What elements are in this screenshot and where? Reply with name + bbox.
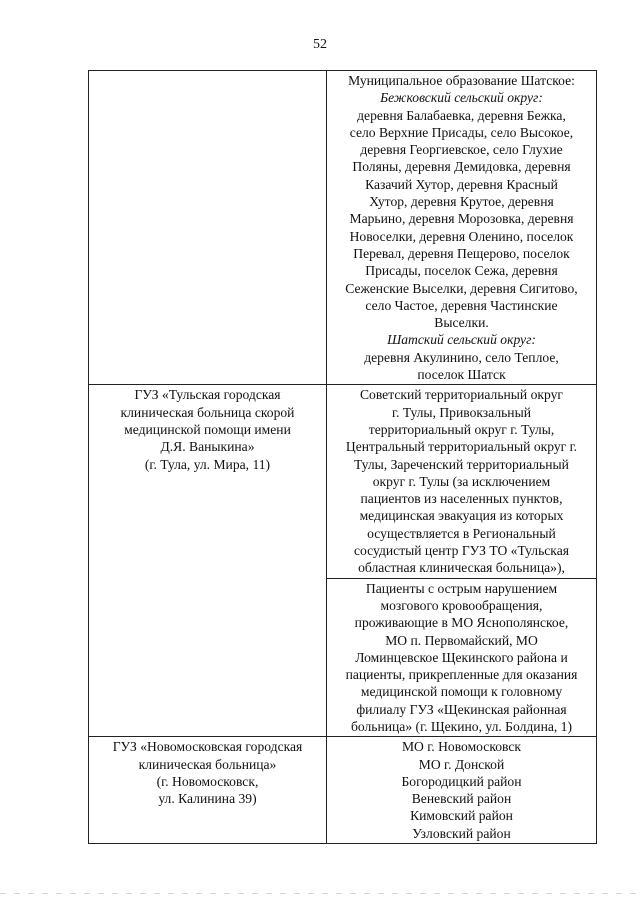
page-number: 52 xyxy=(313,37,327,52)
text-line: ГУЗ «Новомосковская городская xyxy=(112,739,303,755)
text-line: пациентов из населенных пунктов, xyxy=(360,491,563,507)
text-line: Марьино, деревня Морозовка, деревня xyxy=(349,211,574,227)
text-line: деревня Георгиевское, село Глухие xyxy=(360,142,563,158)
text-line: Сеженские Выселки, деревня Сигитово, xyxy=(345,280,578,296)
text-line: Хутор, деревня Крутое, деревня xyxy=(369,194,554,210)
text-line: МО п. Первомайский, МО xyxy=(385,632,538,648)
institution-cell xyxy=(89,385,327,737)
text-line: Богородицкий район xyxy=(401,773,522,789)
text-line: территориальный округ г. Тулы, xyxy=(368,421,555,437)
text-line: Советский территориальный округ xyxy=(359,387,563,403)
scan-artifact-line xyxy=(0,893,640,894)
text-line: Новоселки, деревня Оленино, поселок xyxy=(349,228,574,244)
text-line: медицинской помощи к головному xyxy=(360,684,563,700)
text-line: МО г. Новомосковск xyxy=(401,739,522,755)
text-line: Перевал, деревня Пещерово, поселок xyxy=(353,245,570,261)
text-line: г. Тулы, Привокзальный xyxy=(391,404,531,420)
text-line: Д.Я. Ваныкина» xyxy=(160,439,255,455)
table-row xyxy=(89,71,597,385)
text-line: Казачий Хутор, деревня Красный xyxy=(365,176,558,192)
text-line: МО г. Донской xyxy=(418,756,505,772)
text-line: село Частое, деревня Частинские xyxy=(365,297,558,313)
text-line: областная клиническая больница»), xyxy=(358,560,565,576)
territory-cell xyxy=(327,71,597,385)
text-line: медицинская эвакуация из которых xyxy=(359,508,564,524)
text-line: Тулы, Зареченский территориальный xyxy=(354,456,569,472)
institution-cell-empty xyxy=(89,71,327,385)
text-line: село Верхние Присады, село Высокое, xyxy=(349,124,574,140)
text-line: осуществляется в Региональный xyxy=(367,525,556,541)
text-line: деревня Балабаевка, деревня Бежка, xyxy=(357,107,566,123)
text-line: Ломинцевское Щекинского района и xyxy=(355,649,568,665)
text-line: ГУЗ «Тульская городская xyxy=(134,387,281,403)
text-line: больница» (г. Щекино, ул. Болдина, 1) xyxy=(350,718,573,734)
text-line: клиническая больница» xyxy=(138,756,277,772)
text-line: Муниципальное образование Шатское: xyxy=(348,73,575,88)
text-line: Пациенты с острым нарушением xyxy=(365,580,558,596)
text-line: проживающие в МО Яснополянское, xyxy=(354,615,569,631)
institution-cell xyxy=(89,737,327,844)
text-line: округ г. Тулы (за исключением xyxy=(372,473,551,489)
text-line: Поляны, деревня Демидовка, деревня xyxy=(352,159,571,175)
text-line: Бежковский сельский округ: xyxy=(380,90,543,106)
text-line: деревня Акулинино, село Теплое, xyxy=(364,349,559,365)
document-table xyxy=(88,70,597,844)
text-line: клиническая больница скорой xyxy=(120,404,295,420)
territory-cell xyxy=(327,385,597,578)
text-line: поселок Шатск xyxy=(417,367,506,383)
text-line: Выселки. xyxy=(434,315,489,331)
table-row xyxy=(89,385,597,578)
text-line: ул. Калинина 39) xyxy=(158,791,257,807)
text-line: медицинской помощи имени xyxy=(124,421,291,437)
text-line: филиалу ГУЗ «Щекинская районная xyxy=(356,701,567,717)
text-line: мозгового кровообращения, xyxy=(380,597,543,613)
text-line: Центральный территориальный округ г. xyxy=(345,439,578,455)
table-row xyxy=(89,737,597,844)
text-line: пациенты, прикрепленные для оказания xyxy=(345,667,578,683)
text-line: Шатский сельский округ: xyxy=(387,332,536,348)
territory-cell xyxy=(327,737,597,844)
text-line: (г. Тула, ул. Мира, 11) xyxy=(144,456,271,472)
text-line: Веневский район xyxy=(411,791,512,807)
territory-cell xyxy=(327,578,597,737)
text-line: (г. Новомосковск, xyxy=(156,773,259,789)
text-line: Узловский район xyxy=(412,825,511,841)
text-line: Присады, поселок Сежа, деревня xyxy=(365,263,558,279)
text-line: Кимовский район xyxy=(410,808,513,824)
text-line: сосудистый центр ГУЗ ТО «Тульская xyxy=(354,543,569,559)
